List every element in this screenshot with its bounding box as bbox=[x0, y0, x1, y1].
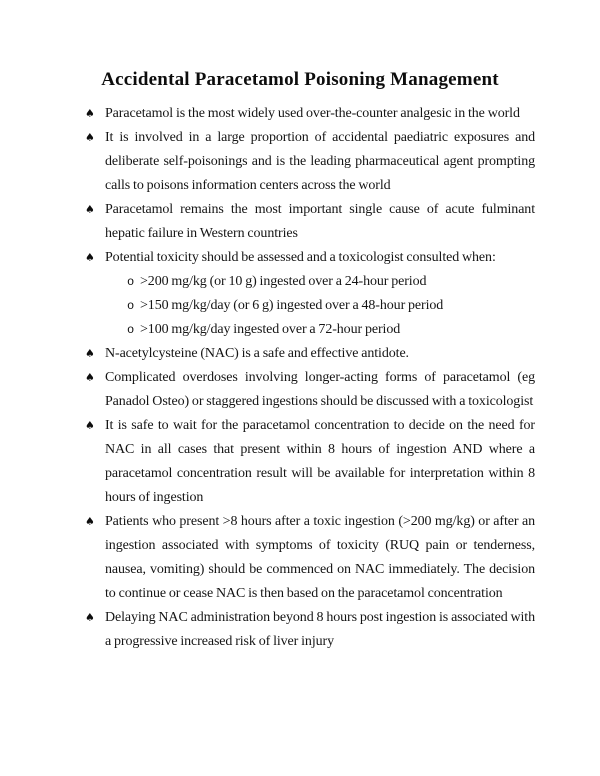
spade-bullet-icon: ♠ bbox=[85, 515, 95, 528]
bullet-text: >100 mg/kg/day ingested over a 72-hour period bbox=[140, 322, 401, 337]
bullet-item bbox=[85, 606, 535, 654]
bullet-item bbox=[85, 126, 535, 198]
bullet-list bbox=[85, 102, 535, 654]
bullet-item bbox=[127, 294, 535, 318]
spade-bullet-icon: ♠ bbox=[85, 107, 95, 120]
bullet-text: >150 mg/kg/day (or 6 g) ingested over a 48-hour period bbox=[140, 298, 444, 313]
circle-bullet-icon: o bbox=[127, 275, 135, 289]
bullet-item bbox=[85, 342, 535, 366]
spade-bullet-icon: ♠ bbox=[85, 611, 95, 624]
bullet-item bbox=[85, 414, 535, 510]
spade-bullet-icon: ♠ bbox=[85, 347, 95, 360]
bullet-text: >200 mg/kg (or 10 g) ingested over a 24-hour period bbox=[140, 274, 427, 289]
spade-bullet-icon: ♠ bbox=[85, 131, 95, 144]
spade-bullet-icon: ♠ bbox=[85, 371, 95, 384]
document-title: Accidental Paracetamol Poisoning Management bbox=[101, 69, 499, 90]
bullet-text: Paracetamol is the most widely used over-the-counter analgesic in the world bbox=[105, 106, 520, 121]
bullet-text: It is safe to wait for the paracetamol concentration to decide on the need for NAC in all cases that present within 8 hours of ingestion AND where a paracetamol concentration result will be available for interpretation within 8 hours of ingestion bbox=[105, 418, 535, 505]
bullet-text: N-acetylcysteine (NAC) is a safe and effective antidote. bbox=[105, 346, 409, 361]
bullet-item bbox=[85, 246, 535, 270]
spade-bullet-icon: ♠ bbox=[85, 203, 95, 216]
spade-bullet-icon: ♠ bbox=[85, 251, 95, 264]
bullet-text: Delaying NAC administration beyond 8 hours post ingestion is associated with a progressive increased risk of liver injury bbox=[105, 610, 535, 649]
bullet-item bbox=[85, 366, 535, 414]
circle-bullet-icon: o bbox=[127, 299, 135, 313]
bullet-item bbox=[85, 102, 535, 126]
bullet-text: It is involved in a large proportion of accidental paediatric exposures and deliberate self-poisonings and is the leading pharmaceutical agent prompting calls to poisons information centers across the world bbox=[105, 130, 535, 193]
bullet-text: Potential toxicity should be assessed and a toxicologist consulted when: bbox=[105, 250, 496, 265]
circle-bullet-icon: o bbox=[127, 323, 135, 337]
bullet-item bbox=[127, 318, 535, 342]
bullet-item bbox=[85, 198, 535, 246]
spade-bullet-icon: ♠ bbox=[85, 419, 95, 432]
bullet-text: Patients who present >8 hours after a toxic ingestion (>200 mg/kg) or after an ingestion associated with symptoms of toxicity (RUQ pain or tenderness, nausea, vomiting) should be commenced on NAC immediately. The decision to continue or cease NAC is then based on the paracetamol concentration bbox=[105, 514, 535, 601]
bullet-item bbox=[127, 270, 535, 294]
bullet-text: Paracetamol remains the most important single cause of acute fulminant hepatic failure in Western countries bbox=[105, 202, 535, 241]
bullet-text: Complicated overdoses involving longer-acting forms of paracetamol (eg Panadol Osteo) or staggered ingestions should be discussed with a toxicologist bbox=[105, 370, 535, 409]
bullet-item bbox=[85, 510, 535, 606]
